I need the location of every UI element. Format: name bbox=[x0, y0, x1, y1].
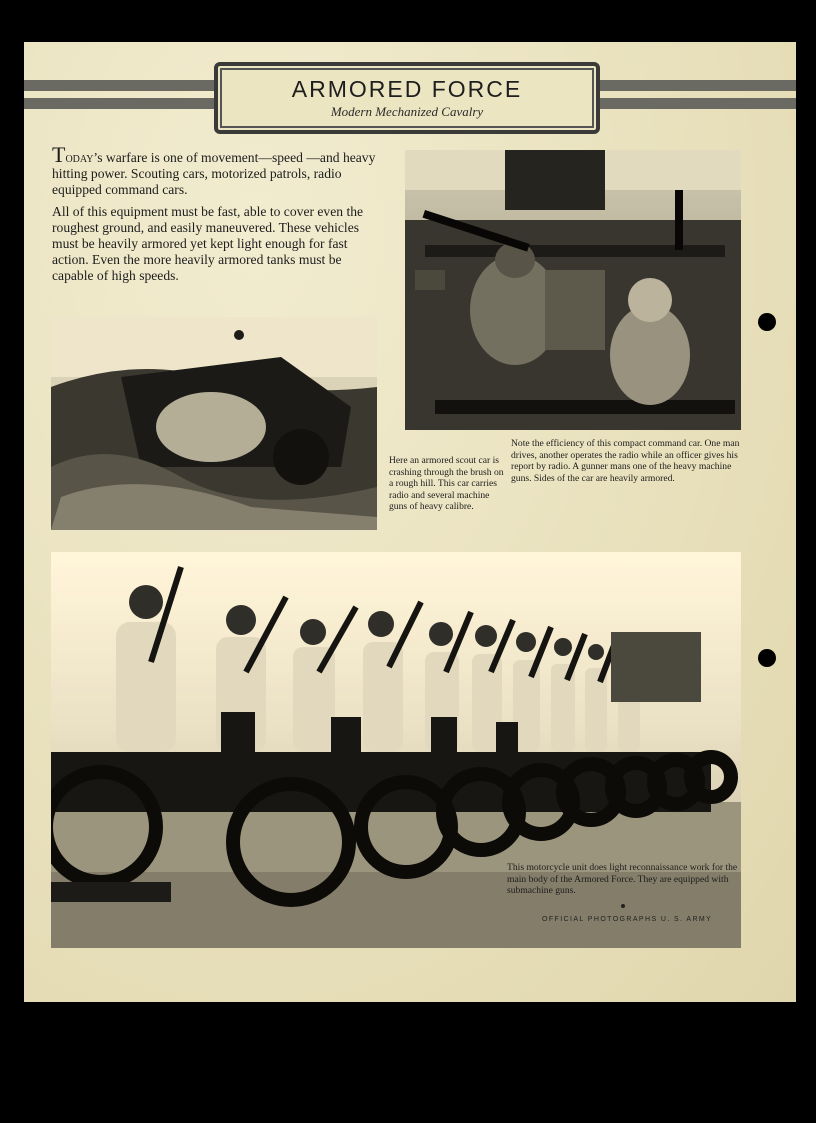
page-subtitle: Modern Mechanized Cavalry bbox=[330, 104, 484, 119]
page-title: ARMORED FORCE bbox=[291, 76, 523, 102]
scout-car-image bbox=[51, 317, 377, 530]
title-plate bbox=[214, 62, 600, 134]
credit-bullet bbox=[621, 904, 625, 908]
motorcycle-caption: This motorcycle unit does light reconnaissance work for the main body of the Armored Force. They are equipped with submachine guns. bbox=[507, 862, 738, 897]
scout-car-caption: Here an armored scout car is crashing through the brush on a rough hill. This car carries radio and several machine guns of heavy calibre. bbox=[389, 455, 504, 513]
intro-paragraph-1-text: ’s warfare is one of movement—speed —and heavy hitting power. Scouting cars, motorized patrols, radio equipped command cars. bbox=[52, 150, 376, 197]
photo-credit: OFFICIAL PHOTOGRAPHS U. S. ARMY bbox=[542, 916, 713, 923]
binder-hole-top bbox=[758, 313, 776, 331]
intro-paragraph-2: All of this equipment must be fast, able to cover even the roughest ground, and easily maneuvered. These vehicles must be heavily armored yet kept light enough for fast action. Even the more heavily armored tanks must be capable of high speeds. bbox=[52, 204, 364, 283]
intro-text bbox=[52, 142, 382, 290]
intro-paragraph-1 bbox=[52, 142, 382, 198]
command-car-caption: Note the efficiency of this compact command car. One man drives, another operates the radio while an officer gives his report by radio. A gunner mans one of the heavy machine guns. Sides of the car are heavily armored. bbox=[511, 438, 740, 484]
scout-car-photo bbox=[51, 317, 377, 530]
command-car-photo bbox=[405, 150, 741, 430]
drop-cap: T bbox=[52, 142, 66, 167]
binder-hole-bottom bbox=[758, 649, 776, 667]
intro-smallcaps: oday bbox=[65, 150, 94, 165]
command-car-image bbox=[405, 150, 741, 430]
magazine-page bbox=[24, 42, 796, 1002]
